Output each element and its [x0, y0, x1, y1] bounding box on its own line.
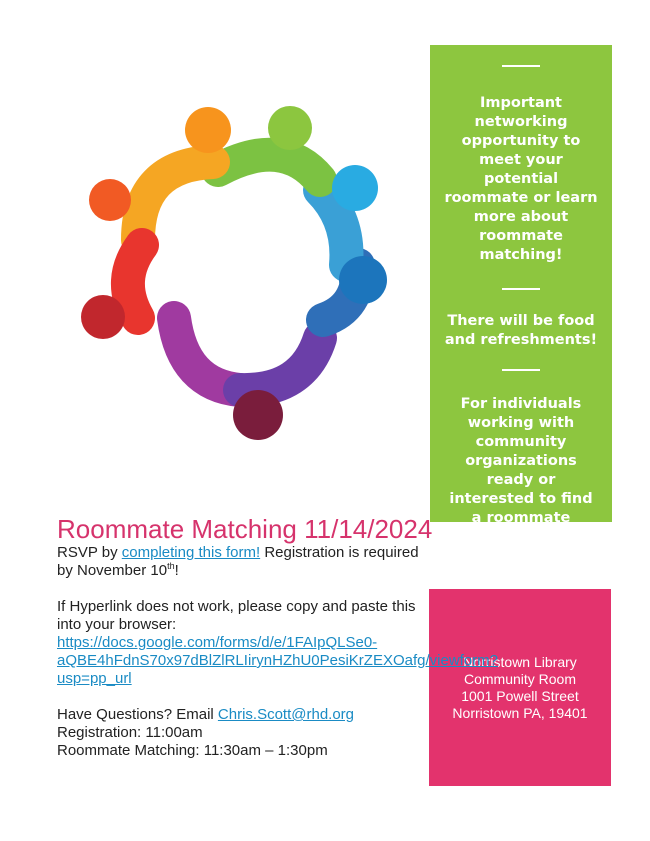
- divider: [502, 65, 540, 67]
- divider: [502, 369, 540, 371]
- email-link[interactable]: Chris.Scott@rhd.org: [217, 706, 355, 723]
- info-box: [430, 45, 612, 526]
- matching-time: Roommate Matching: 11:30am – 1:30pm: [57, 742, 328, 759]
- questions-text: Have Questions? Email Chris.Scott@rhd.org: [57, 706, 355, 723]
- location-line: Norristown Library: [463, 653, 577, 670]
- location-line: 1001 Powell Street: [461, 687, 579, 704]
- form-url-link[interactable]: https://docs.google.com/forms/d/e/1FAIpQLSe0-aQBE4hFdnS70x97dBlZlRLIirynHZhU0PesiKrZEXOafg/viewform?usp=pp_url: [57, 634, 499, 687]
- location-line: Norristown PA, 19401: [452, 704, 588, 721]
- event-details: [57, 544, 499, 760]
- event-title: Roommate Matching 11/14/2024: [57, 514, 433, 544]
- audience-text: For individuals working with community organizations ready or interested to find a roommate: [449, 396, 593, 526]
- networking-text: Important networking opportunity to meet your potential roommate or learn more about roommate matching!: [444, 95, 598, 263]
- location-box: [429, 589, 611, 786]
- people-circle-logo: [58, 70, 398, 460]
- divider: [502, 288, 540, 290]
- food-text: There will be food and refreshments!: [444, 313, 598, 348]
- form-link[interactable]: completing this form!: [121, 544, 261, 561]
- rsvp-text: RSVP by completing this form! Registration is required by November 10th!: [57, 544, 419, 579]
- registration-time: Registration: 11:00am: [57, 724, 203, 741]
- hyperlink-note: If Hyperlink does not work, please copy and paste this into your browser:: [57, 598, 416, 633]
- location-line: Community Room: [463, 670, 576, 687]
